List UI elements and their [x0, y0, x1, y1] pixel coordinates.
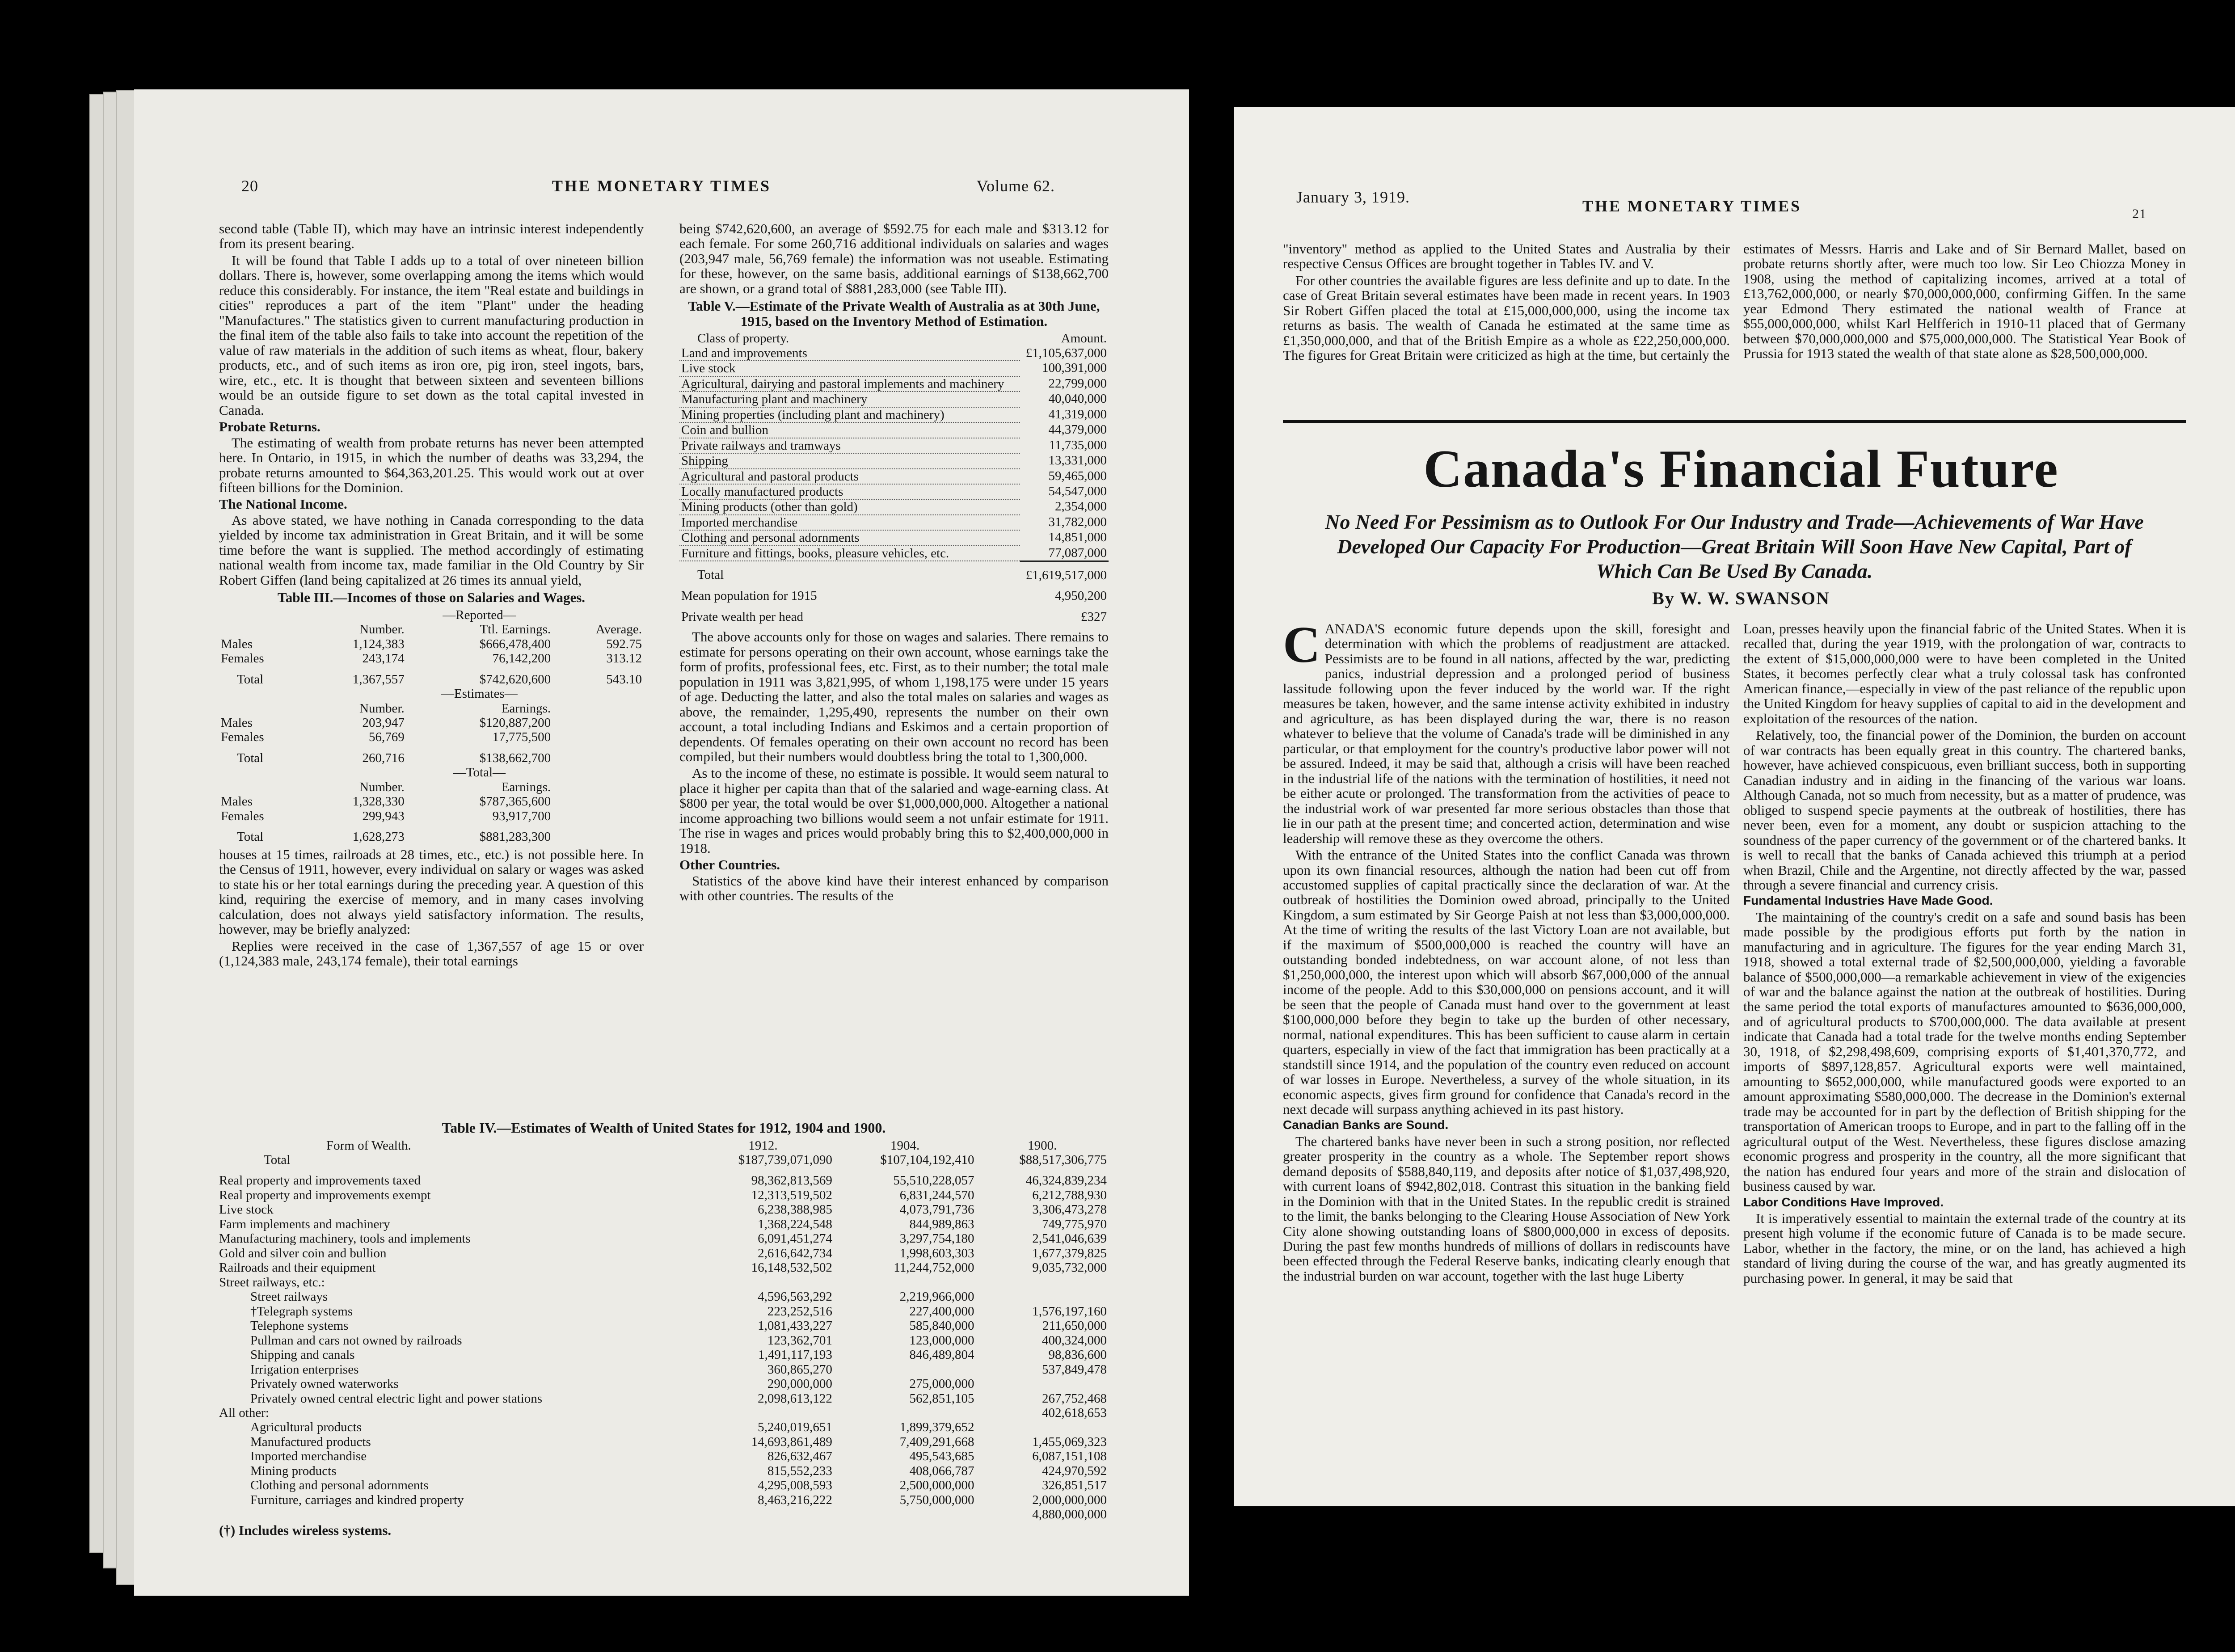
article-column-2 [1743, 621, 2186, 1287]
table-row: Furniture and fittings, books, pleasure vehicles, etc. 77,087,000 [679, 546, 1109, 561]
paragraph: The chartered banks have never been in such a strong position, nor reflected greater prosperity in the country as a whole. The September report shows demand deposits of $588,840,119, and deposits after notice of $1,037,498,920, with current loans of $942,802,018. Contrast this situation in the banking field in the Dominion with that in the United States. In the republic credit is strained to the limit, the banks belonging to the Clearing House Association of New York City alone showing outstanding loans of $800,000,000 in excess of deposits. During the past few months hundreds of millions of dollars in rediscounts have been effected through the Federal Reserve banks, indicating clearly enough that the industrial burden on war account, together with the last huge Liberty [1283, 1133, 1730, 1284]
mean-population-label: Mean population for 1915 [681, 589, 817, 603]
column-header: Ttl. Earnings. [480, 622, 551, 637]
right-page [1234, 107, 2235, 1506]
paragraph: For other countries the available figures are less definite and up to date. In the case of Great Britain several estimates have been made in recent years. In 1903 Sir Robert Giffen placed the total at £15,000,000,000, using the income tax returns as basis. The wealth of Canada he estimated at the same time as £1,350,000,000, and that of the British Empire as a whole as £22,250,000,000. The figures for Great Britain were criticized as high at the time, but certainly the [1283, 272, 1730, 363]
table-title: Table IV.—Estimates of Wealth of United States for 1912, 1904 and 1900. [442, 1120, 886, 1136]
table-row: Shipping 13,331,000 [679, 453, 1109, 468]
left-column-1 [219, 221, 644, 970]
table-row: Live stock 6,238,388,985 4,073,791,736 3,306,473,278 [219, 1202, 1107, 1217]
table-footnote: (†) Includes wireless systems. [219, 1522, 392, 1538]
left-column-2 [679, 221, 1109, 905]
page-number: 21 [2132, 206, 2146, 221]
table-total-row: Total 260,716 $138,662,700 [237, 750, 551, 765]
column-header: Number. [359, 701, 405, 716]
section-heading: The National Income. [219, 496, 347, 512]
table-title: Table V.—Estimate of the Private Wealth of Australia as at 30th June, 1915, based on the Inventory Method of Estimation. [688, 298, 1100, 329]
table-row: Street railways, etc.: [219, 1275, 325, 1290]
paragraph: The above accounts only for those on wages and salaries. There remains to estimate for persons operating on their own account, whose earnings take the form of profits, professional fees, etc. First, as to their number; the total male population in 1911 was 3,821,995, of whom 1,198,175 were under 15 years of age. Deducting the latter, and also the total males on salaries and wages as above, the remainder, 1,295,490, represents the number on their own account, a total including Indians and Eskimos and a certain proportion of dependents. Of females operating on their own account no record has been compiled, but their numbers would doubtless bring the total to 1,300,000. [679, 629, 1109, 764]
table-total-row: Total $187,739,071,090 $107,104,192,410 $88,517,306,775 [264, 1153, 1107, 1167]
table-row: Street railways 4,596,563,292 2,219,966,000 [250, 1290, 974, 1304]
paragraph: Statistics of the above kind have their interest enhanced by comparison with other countries. The results of the [679, 872, 1109, 904]
volume-label: Volume 62. [976, 177, 1055, 195]
article-column-1 [1283, 616, 1730, 1285]
paragraph: being $742,620,600, an average of $592.75 for each male and $313.12 for each female. For some 260,716 additional individuals on salaries and wages (203,947 male, 56,769 female) the information was not useable. Estimating for these, however, on the same basis, additional earnings of $138,662,700 are shown, or a grand total of $881,283,000 (see Table III). [679, 221, 1109, 296]
table-row: Clothing and personal adornments 4,295,008,593 2,500,000,000 326,851,517 [250, 1478, 1107, 1493]
paragraph: "inventory" method as applied to the United States and Australia by their respective Census Offices are brought together in Tables IV. and V. [1283, 241, 1730, 272]
drop-cap: C [1283, 616, 1320, 674]
table-row: Manufacturing machinery, tools and implements 6,091,451,274 3,297,754,180 2,541,046,639 [219, 1231, 1107, 1246]
paragraph: Loan, presses heavily upon the financial fabric of the United States. When it is recalled that, during the year 1919, with the prolongation of war, contracts to the extent of $15,000,000,000 were to have been completed in the United States, it becomes perfectly clear what a truly colossal task has confronted American finance,—especially in view of the past reliance of the republic upon the United Kingdom for heavy supplies of capital to aid in the development and exploitation of the resources of the nation. [1743, 621, 2186, 726]
column-header: Amount. [1061, 331, 1107, 346]
table-row: Private railways and tramways 11,735,000 [679, 438, 1109, 453]
section-heading: Labor Conditions Have Improved. [1743, 1195, 1944, 1209]
section-heading: Fundamental Industries Have Made Good. [1743, 893, 1993, 908]
table-row: Pullman and cars not owned by railroads 123,362,701 123,000,000 400,324,000 [250, 1333, 1107, 1348]
table-row: Mining properties (including plant and machinery) 41,319,000 [679, 407, 1109, 422]
table-row: Privately owned waterworks 290,000,000 275,000,000 [250, 1377, 974, 1391]
table-total-value: £1,619,517,000 [1020, 561, 1109, 582]
table-row: †Telegraph systems 223,252,516 227,400,000 1,576,197,160 [250, 1304, 1107, 1319]
table-iv-block [219, 1117, 1109, 1538]
paragraph: With the entrance of the United States into the conflict Canada was thrown upon its own financial resources, although the nation had been cut off from accustomed supplies of capital practically since the declaration of war. At the outbreak of hostilities the Dominion owed abroad, principally to the United Kingdom, a sum estimated by Sir George Paish at not less than $3,000,000,000. At the time of writing the results of the last Victory Loan are not available, but if the maximum of $500,000,000 is reached the country will have an outstanding bonded indebtedness, on war account alone, of not less than $1,250,000,000, the interest upon which will absorb $67,000,000 of the annual income of the people. Add to this $30,000,000 on pensions account, and it will be seen that the people of Canada must hand over to the government at least $100,000,000 before they begin to take up the burden of other necessary, normal, national expenditures. This has been sufficient to cause alarm in certain quarters, especially in view of the fact that immigration has been practically at a standstill since 1914, and the population of the country even reduced on account of war losses in Europe. Nevertheless, a survey of the whole situation, in its economic aspects, gives firm ground for confidence that Canada's record in the next decade will surpass anything achieved in its past history. [1283, 847, 1730, 1117]
wealth-per-head-value: £327 [1081, 609, 1107, 624]
wealth-per-head-label: Private wealth per head [681, 609, 803, 624]
table-row: Agricultural and pastoral products 59,465,000 [679, 469, 1109, 484]
group-label: —Total— [453, 765, 506, 780]
paragraph: estimates of Messrs. Harris and Lake and of Sir Bernard Mallet, based on probate returns shortly after, were much too low. Sir Leo Chiozza Money in 1908, using the method of capitalizing incomes, arrived at a total of £13,762,000,000, or nearly $70,000,000,000, confirming Giffen. In the same year Edmond Thery estimated the national wealth of France at $55,000,000,000, whilst Karl Helfferich in 1910-11 placed that of Germany between $70,000,000,000 and $75,000,000,000. The Statistical Year Book of Prussia for 1913 stated the wealth of that state alone as $28,500,000,000. [1743, 241, 2186, 362]
table-row: Clothing and personal adornments 14,851,000 [679, 530, 1109, 545]
table-total-row: Total 1,367,557 $742,620,600 543.10 [237, 672, 642, 687]
column-header: Earnings. [501, 780, 551, 794]
table-iv [219, 1138, 1109, 1522]
paragraph: It is imperatively essential to maintain the external trade of the country at its present high volume if the economic future of Canada is to be made secure. Labor, whether in the factory, the mine, or on the land, has achieved a high standard of living during the course of the war, and has greatly augmented its purchasing power. In general, it may be said that [1743, 1210, 2186, 1286]
table-row: All other: 402,618,653 [219, 1405, 1107, 1420]
paragraph: It will be found that Table I adds up to a total of over nineteen billion dollars. There is, however, some overlapping among the items which would reduce this considerably. For instance, the item "Real estate and buildings in cities" reproduces a part of the item "Plant" under the heading "Manufactures." The statistics given to current manufacturing production in the final item of the table also fails to take into account the repetition of the value of raw materials in the addition of such items as wheat, flour, bakery products, etc., and of such items as iron ore, pig iron, steel ingots, bars, wire, etc., etc. It is thought that between sixteen and seventeen billions would be an outside figure to set down as the total capital invested in Canada. [219, 252, 644, 418]
table-row: Real property and improvements exempt 12,313,519,502 6,831,244,570 6,212,788,930 [219, 1188, 1107, 1202]
section-heading: Canadian Banks are Sound. [1283, 1118, 1449, 1132]
table-iii [219, 608, 644, 844]
article-headline: Canada's Financial Future [1423, 439, 2059, 498]
table-v [679, 331, 1109, 624]
column-header: 1900. [1028, 1138, 1057, 1153]
section-heading: Probate Returns. [219, 419, 320, 435]
table-row: Agricultural products 5,240,019,651 1,899,379,652 [250, 1420, 974, 1435]
table-title: Table III.—Incomes of those on Salaries and Wages. [277, 590, 586, 606]
table-row: Manufactured products 14,693,861,489 7,409,291,668 1,455,069,323 [250, 1434, 1107, 1449]
table-row: Land and improvements £1,105,637,000 [679, 346, 1109, 361]
table-row: Imported merchandise 826,632,467 495,543,685 6,087,151,108 [250, 1449, 1107, 1464]
masthead: THE MONETARY TIMES [552, 177, 772, 195]
column-header: Number. [359, 780, 405, 794]
table-row: Mining products 815,552,233 408,066,787 424,970,592 [250, 1463, 1107, 1478]
table-row: Privately owned central electric light and power stations 2,098,613,122 562,851,105 267,752,468 [250, 1391, 1107, 1406]
paragraph: Replies were received in the case of 1,367,557 of age 15 or over (1,124,383 male, 243,174 female), their total earnings [219, 938, 644, 969]
table-row: Locally manufactured products 54,547,000 [679, 484, 1109, 499]
paragraph: second table (Table II), which may have an intrinsic interest independently from its present bearing. [219, 221, 644, 252]
paragraph: houses at 15 times, railroads at 28 times, etc., etc.) is not possible here. In the Census of 1911, however, every individual on salary or wages was asked to state his or her total earnings during the preceding year. A question of this kind, requiring the exercise of memory, and in many cases involving calculation, does not always yield satisfactory information. The results, however, may be briefly analyzed: [219, 846, 644, 937]
table-row: Shipping and canals 1,491,117,193 846,489,804 98,836,600 [250, 1348, 1107, 1362]
page-number: 20 [241, 177, 258, 195]
table-row: Real property and improvements taxed 98,362,813,569 55,510,228,057 46,324,839,234 [219, 1173, 1107, 1188]
table-row: Females 56,769 17,775,500 [221, 730, 551, 745]
issue-date: January 3, 1919. [1296, 188, 1410, 206]
article-byline: By W. W. SWANSON [1652, 588, 1830, 608]
right-top-column-2 [1743, 241, 2186, 363]
table-row: Farm implements and machinery 1,368,224,548 844,989,863 749,775,970 [219, 1217, 1107, 1231]
group-label: —Reported— [443, 607, 516, 622]
column-header: Form of Wealth. [326, 1138, 411, 1153]
column-header: Number. [359, 622, 405, 637]
paragraph: As to the income of these, no estimate is possible. It would seem natural to place it higher per capita than that of the salaried and wage-earning class. At $800 per year, the total would be over $1,000,000,000. Altogether a national income approaching two billions would seem a not unfair estimate for 1911. The rise in wages and prices would probably bring this to $2,400,000,000 in 1918. [679, 765, 1109, 856]
paragraph: As above stated, we have nothing in Canada corresponding to the data yielded by income tax administration in Great Britain, and it will be some time before the want is supplied. The method accordingly of estimating national wealth from income tax, made familiar in the Old Country by Sir Robert Giffen (land being capitalized at 26 times its annual yield, [219, 512, 644, 588]
table-row: Males 1,124,383 $666,478,400 592.75 [221, 636, 642, 651]
paragraph: The estimating of wealth from probate returns has never been attempted here. In Ontario, in 1915, in which the number of deaths was 33,294, the probate returns amounted to $64,363,201.25. This would work out at over fifteen billions for the Dominion. [219, 434, 644, 495]
column-header: Earnings. [501, 701, 551, 716]
left-page [134, 89, 1189, 1596]
section-divider [1283, 420, 2186, 423]
table-row: Males 1,328,330 $787,365,600 [221, 794, 551, 809]
table-row: Gold and silver coin and bullion 2,616,642,734 1,998,603,303 1,677,379,825 [219, 1246, 1107, 1260]
table-row: Furniture, carriages and kindred property 8,463,216,222 5,750,000,000 2,000,000,000 [250, 1492, 1107, 1507]
right-top-column-1 [1283, 241, 1730, 365]
group-label: —Estimates— [441, 687, 518, 701]
paragraph: Relatively, too, the financial power of the Dominion, the burden on account of war contracts has been equally great in this country. The chartered banks, however, have achieved conspicuous, even brilliant success, both in supporting Canadian industry and in aiding in the financing of the various war loans. Although Canada, not so much from necessity, but as a matter of prudence, was obliged to suspend specie payments at the outbreak of hostilities, there has never been, even for a moment, any doubt or suspicion attaching to the soundness of the paper currency of the government or of the chartered banks. It is well to recall that the banks of Canada achieved this triumph at a period when Brazil, Chile and the Argentine, not directly affected by the war, passed through a severe financial and currency crisis. [1743, 727, 2186, 893]
mean-population-value: 4,950,200 [1055, 589, 1107, 603]
table-row: Males 203,947 $120,887,200 [221, 716, 551, 730]
table-row: Coin and bullion 44,379,000 [679, 422, 1109, 438]
table-row: 4,880,000,000 [1032, 1507, 1107, 1522]
paragraph: ANADA'S economic future depends upon the skill, foresight and determination with which the problems of readjustment are attacked. Pessimists are to be found in all nations, affected by the war, predicting panics, industrial depression and a prolonged period of business lassitude following upon the fever induced by the world war. If the right measures be taken, however, and the same intense activity exhibited in industry and agriculture, as has been displayed during the war, there is no reason whatever to believe that the volume of Canada's trade will be diminished in any particular, or that employment for the country's productive labor power will not be assured. Indeed, it may be said that, although a crisis will have been reached in the industrial life of the nations with the termination of hostilities, it need not be either acute or prolonged. The transformation from the activities of peace to the industrial work of war presented far more serious obstacles than those that lie in our path at the present time; and concerted action, determination and wise leadership will remove these as they overcome the others. [1283, 621, 1730, 846]
table-total-row: Total 1,628,273 $881,283,300 [237, 830, 551, 844]
column-header: 1904. [890, 1138, 920, 1153]
table-row: Manufacturing plant and machinery 40,040,000 [679, 392, 1109, 407]
table-row: Railroads and their equipment 16,148,532,502 11,244,752,000 9,035,732,000 [219, 1260, 1107, 1275]
article-deck: No Need For Pessimism as to Outlook For Our Industry and Trade—Achievements of War Have Developed Our Capacity For Production—Great Britain Will Soon Have New Capital, Part of Which Can Be Used By Canada. [1325, 510, 2144, 583]
table-row: Irrigation enterprises 360,865,270 537,849,478 [250, 1362, 1107, 1377]
paragraph: The maintaining of the country's credit on a safe and sound basis has been made possible by the prodigious efforts put forth by the nation in manufacturing and in agriculture. The figures for the year ending March 31, 1918, showed a total external trade of $2,500,000,000, yielding a favorable balance of $500,000,000—a remarkable achievement in view of the exigencies of war and the balance against the nation at the outbreak of hostilities. During the same period the total exports of manufactures amounted to $636,000,000, and of agricultural products to $700,000,000. The data available at present indicate that Canada had a total trade for the twelve months ending September 30, 1918, of $2,298,498,609, comprising exports of $1,401,370,772, and imports of $897,128,857. Agricultural exports were well maintained, amounting to $652,000,000, while manufactured goods were exported to an amount approximating $580,000,000. The decrease in the Dominion's external trade may be accounted for in part by the deflection of British shipping for the transportation of American troops to Europe, and in part to the falling off in the agricultural output of the West. Nevertheless, these figures disclose amazing economic progress and prosperity in the country, all the more significant that the nation has endured four years and more of the strain and dislocation of business caused by war. [1743, 909, 2186, 1194]
table-row: Telephone systems 1,081,433,227 585,840,000 211,650,000 [250, 1319, 1107, 1333]
table-row: Imported merchandise 31,782,000 [679, 515, 1109, 530]
table-row: Agricultural, dairying and pastoral implements and machinery 22,799,000 [679, 376, 1109, 392]
column-header: Class of property. [697, 331, 789, 346]
table-total-label: Total [697, 568, 724, 582]
table-row: Mining products (other than gold) 2,354,000 [679, 499, 1109, 514]
table-row: Females 299,943 93,917,700 [221, 809, 551, 823]
masthead: THE MONETARY TIMES [1582, 197, 1802, 215]
column-header: Average. [595, 622, 642, 637]
section-heading: Other Countries. [679, 857, 780, 873]
table-row: Females 243,174 76,142,200 313.12 [221, 651, 642, 666]
column-header: 1912. [748, 1138, 778, 1153]
table-row: Live stock 100,391,000 [679, 361, 1109, 376]
